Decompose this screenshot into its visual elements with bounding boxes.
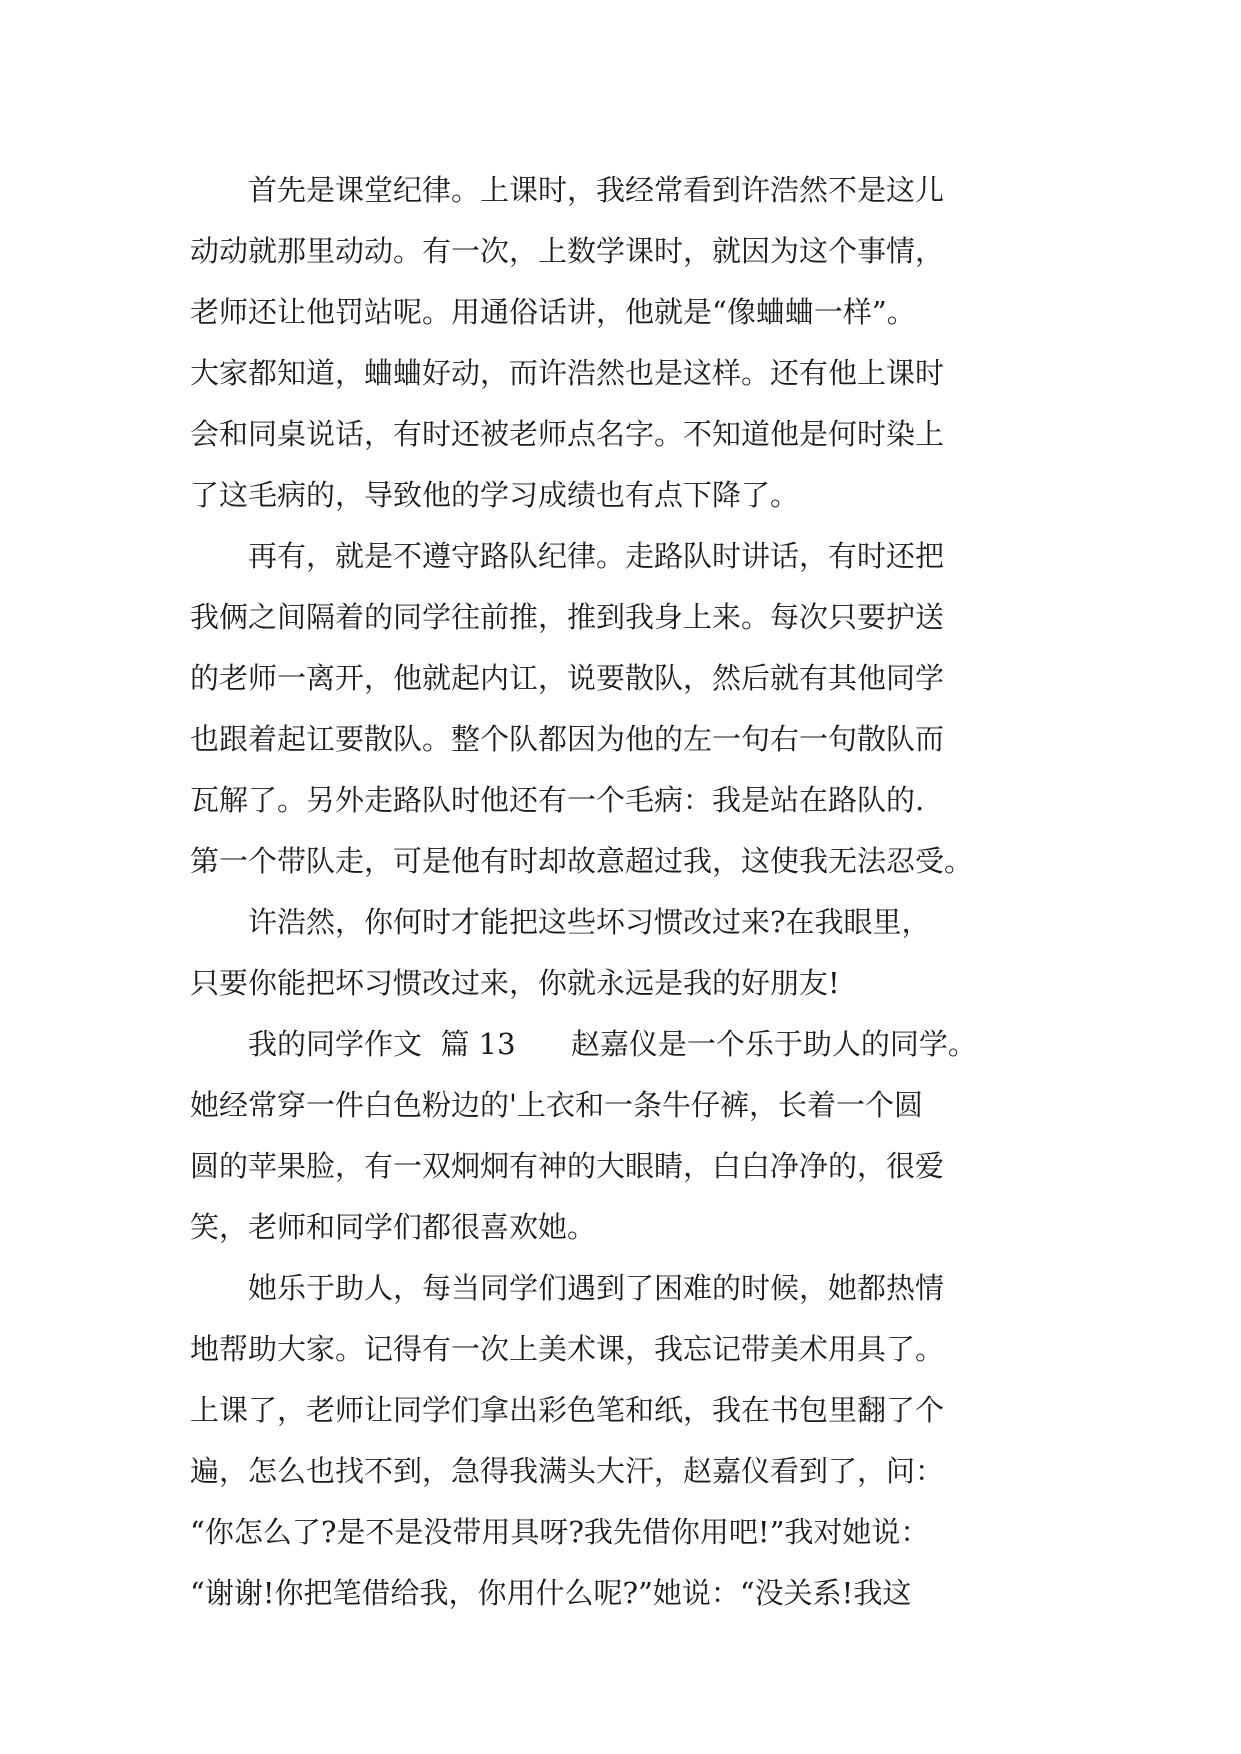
text-line: 笑，老师和同学们都很喜欢她。 [190,1210,597,1244]
text-line: 第一个带队走，可是他有时却故意超过我，这使我无法忍受。 [190,844,974,878]
text-line: 我俩之间隔着的同学往前推，推到我身上来。每次只要护送 [190,600,945,634]
text-line: 的老师一离开，他就起内讧，说要散队，然后就有其他同学 [190,661,945,695]
text-line: 会和同桌说话，有时还被老师点名字。不知道他是何时染上 [190,417,945,451]
text-line: 首先是课堂纪律。上课时，我经常看到许浩然不是这儿 [190,173,945,207]
text-line: 老师还让他罚站呢。用通俗话讲，他就是“像蛐蛐一样”。 [190,295,916,329]
text-line: 我的同学作文 篇 13 赵嘉仪是一个乐于助人的同学。 [190,1027,977,1061]
text-line: “谢谢!你把笔借给我，你用什么呢?”她说：“没关系!我这 [190,1576,912,1610]
text-line: 地帮助大家。记得有一次上美术课，我忘记带美术用具了。 [190,1332,945,1366]
text-line: 动动就那里动动。有一次，上数学课时，就因为这个事情， [190,234,945,268]
text-line: 只要你能把坏习惯改过来，你就永远是我的好朋友! [190,966,840,1000]
text-line: 圆的苹果脸，有一双炯炯有神的大眼睛，白白净净的，很爱 [190,1149,945,1183]
text-line: 了这毛病的，导致他的学习成绩也有点下降了。 [190,478,800,512]
text-line: 她乐于助人，每当同学们遇到了困难的时候，她都热情 [190,1271,945,1305]
text-line: 她经常穿一件白色粉边的'上衣和一条牛仔裤，长着一个圆 [190,1088,923,1122]
text-line: 许浩然，你何时才能把这些坏习惯改过来?在我眼里， [190,905,931,939]
text-line: 上课了，老师让同学们拿出彩色笔和纸，我在书包里翻了个 [190,1393,945,1427]
text-line: 再有，就是不遵守路队纪律。走路队时讲话，有时还把 [190,539,945,573]
text-line: 大家都知道，蛐蛐好动，而许浩然也是这样。还有他上课时 [190,356,945,390]
text-line: 也跟着起讧要散队。整个队都因为他的左一句右一句散队而 [190,722,945,756]
text-line: 遍，怎么也找不到，急得我满头大汗，赵嘉仪看到了，问： [190,1454,945,1488]
text-line: “你怎么了?是不是没带用具呀?我先借你用吧!”我对她说： [190,1515,930,1549]
document-body [190,160,1090,1624]
text-line: 瓦解了。另外走路队时他还有一个毛病：我是站在路队的. [190,783,925,817]
